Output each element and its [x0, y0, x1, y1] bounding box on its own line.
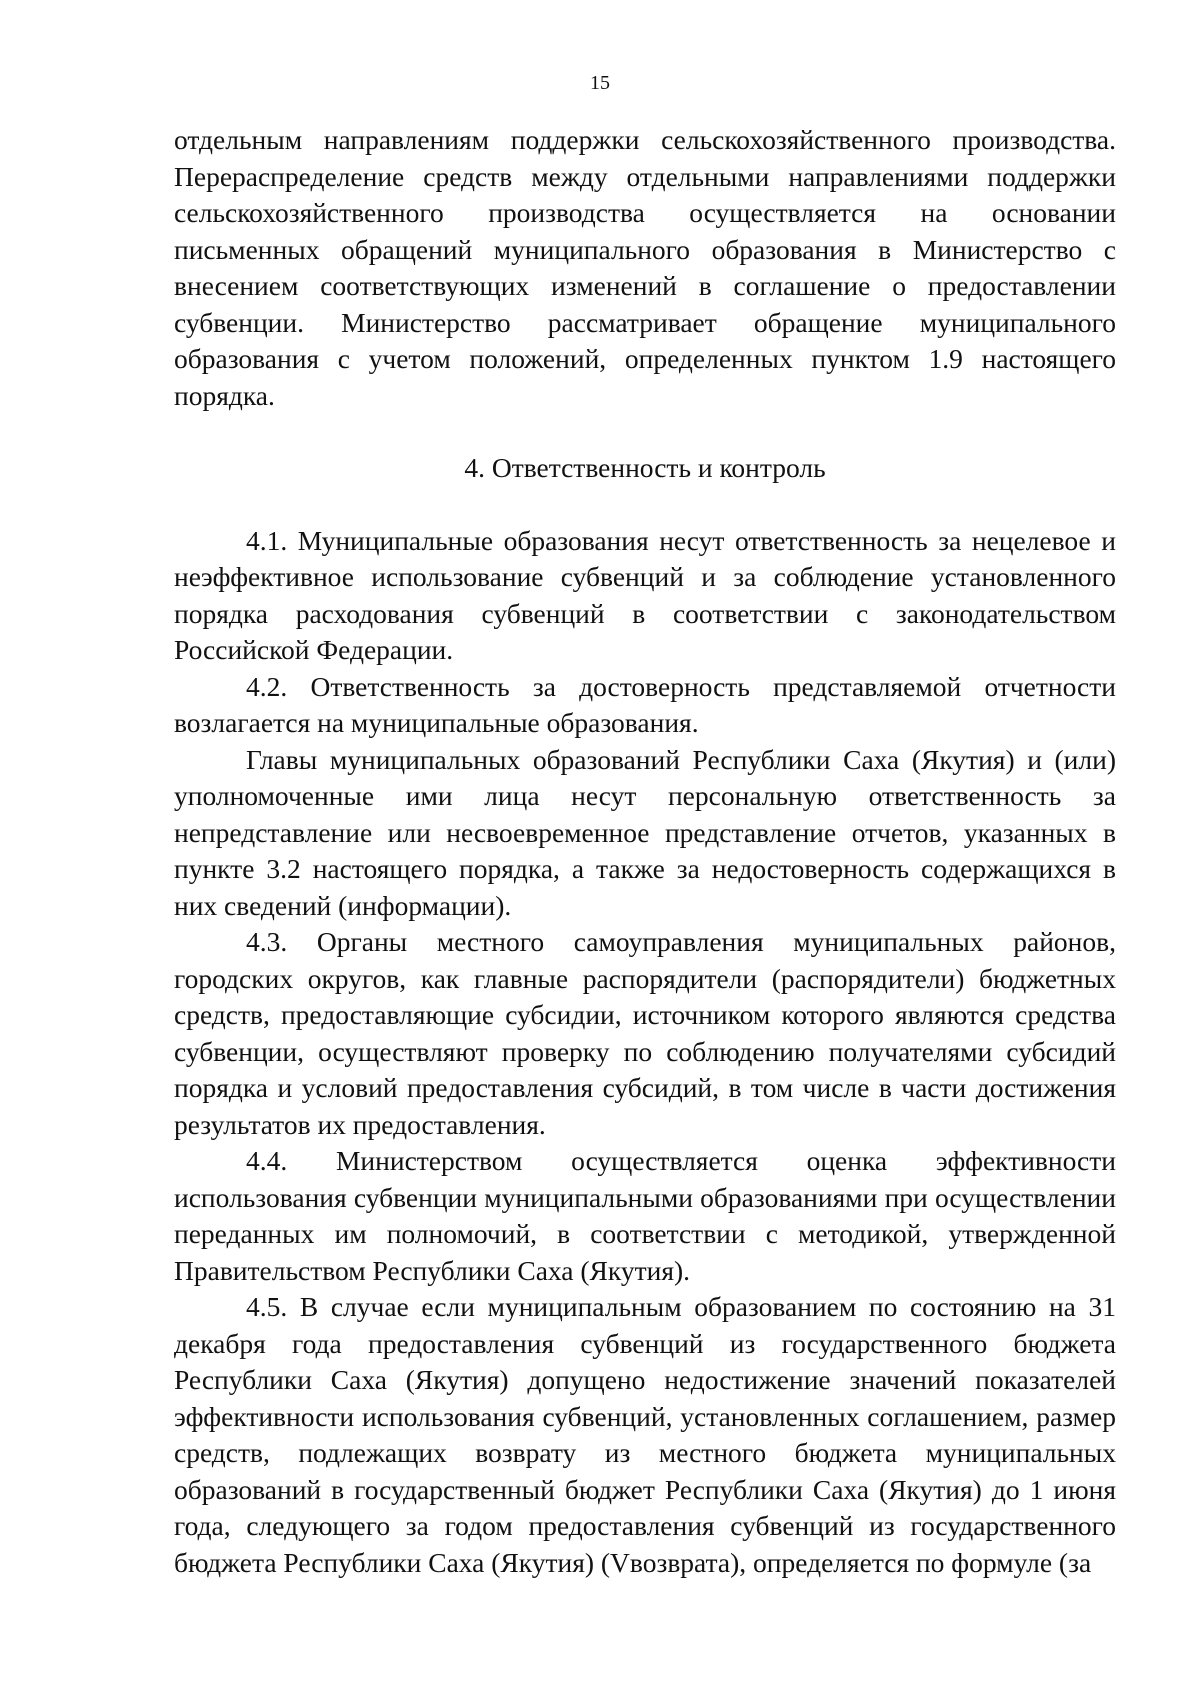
paragraph-4-2: 4.2. Ответственность за достоверность представляемой отчетности возлагается на муниципальные образования. [174, 670, 1116, 738]
paragraph-4-1: 4.1. Муниципальные образования несут ответственность за нецелевое и неэффективное использование субвенций и за соблюдение установленного порядка расходования субвенций в соответствии с законодательством Российской Федерации. [174, 524, 1116, 665]
page-number: 15 [590, 72, 610, 94]
paragraph-4-4: 4.4. Министерством осуществляется оценка эффективности использования субвенции муниципальными образованиями при осуществлении переданных им полномочий, в соответствии с методикой, утвержденной Правительством Республики Саха (Якутия). [174, 1145, 1116, 1286]
paragraph-4-5: 4.5. В случае если муниципальным образованием по состоянию на 31 декабря года предоставления субвенций из государственного бюджета Республики Саха (Якутия) допущено недостижение значений показателей эффективности использования субвенций, установленных соглашением, размер средств, подлежащих возврату из местного бюджета муниципальных образований в государственный бюджет Республики Саха (Якутия) до 1 июня года, следующего за годом предоставления субвенций из государственного бюджета Республики Саха (Якутия) (Vвозврата), определяется по формуле (за [174, 1291, 1116, 1578]
paragraph-heads-responsibility: Главы муниципальных образований Республики Саха (Якутия) и (или) уполномоченные ими лица несут персональную ответственность за непредставление или несвоевременное представление отчетов, указанных в пункте 3.2 настоящего порядка, а также за недостоверность содержащихся в них сведений (информации). [174, 743, 1116, 921]
document-body [174, 122, 1116, 1581]
paragraph-4-3: 4.3. Органы местного самоуправления муниципальных районов, городских округов, как главные распорядители (распорядители) бюджетных средств, предоставляющие субсидии, источником которого являются средства субвенции, осуществляют проверку по соблюдению получателями субсидий порядка и условий предоставления субсидий, в том числе в части достижения результатов их предоставления. [174, 926, 1116, 1140]
paragraph-continuation: отдельным направлениям поддержки сельскохозяйственного производства. Перераспределение средств между отдельными направлениями поддержки сельскохозяйственного производства осуществляется на основании письменных обращений муниципального образования в Министерство с внесением соответствующих изменений в соглашение о предоставлении субвенции. Министерство рассматривает обращение муниципального образования с учетом положений, определенных пунктом 1.9 настоящего порядка. [174, 124, 1116, 411]
section-heading: 4. Ответственность и контроль [464, 452, 826, 483]
